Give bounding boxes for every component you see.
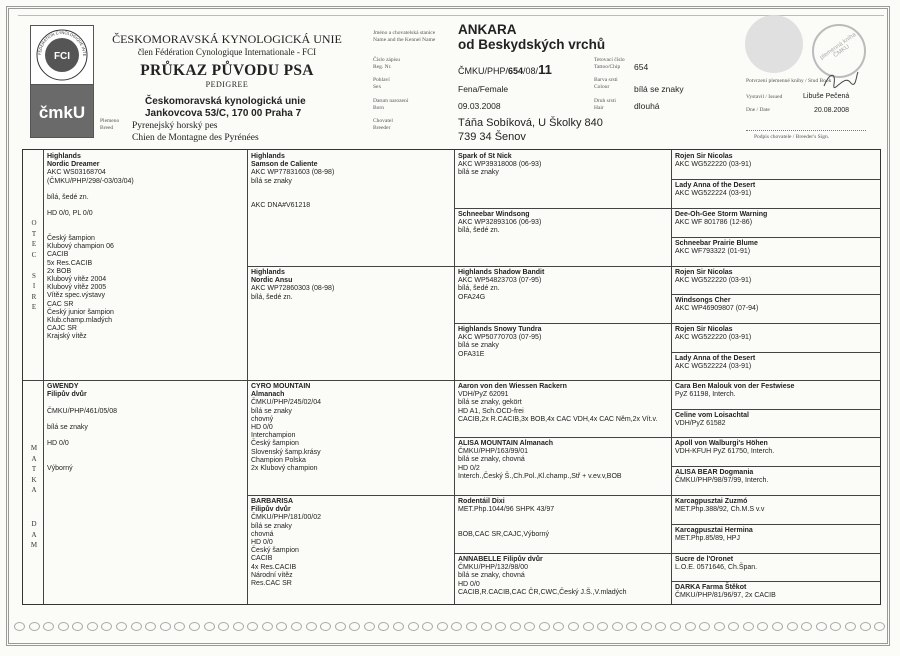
- footer-ornament: [247, 622, 258, 631]
- dog-detail-line: CACIB,2x R.CACIB,3x BOB,4x CAC VDH,4x CAC Něm,2x Vít.v.: [458, 415, 658, 423]
- pedigree-cell-dam-sire: [248, 381, 454, 495]
- footer-ornament: [510, 622, 521, 631]
- side-letter: S: [32, 271, 36, 280]
- hair-label: Druh srsti Hair: [594, 98, 616, 111]
- footer-ornament: [772, 622, 783, 631]
- sex-label: Pohlaví Sex: [373, 77, 390, 90]
- org-address-line1: Českomoravská kynologická unie: [145, 96, 306, 107]
- footer-ornament: [204, 622, 215, 631]
- pedigree-cell-g3-11: [672, 438, 880, 466]
- dog-name: ALISA BEAR Dogmania: [675, 469, 754, 476]
- footer-ornament: [787, 622, 798, 631]
- signature-line: [746, 130, 866, 131]
- footer-ornament: [597, 622, 608, 631]
- dog-detail-line: ČMKU/PHP/81/96/97, 2x CACIB: [675, 592, 776, 600]
- footer-ornament: [101, 622, 112, 631]
- footer-ornament: [743, 622, 754, 631]
- dog-name: Lady Anna of the Desert: [675, 355, 756, 362]
- footer-ornament: [495, 622, 506, 631]
- footer-ornament: [699, 622, 710, 631]
- footer-ornament: [14, 622, 25, 631]
- footer-ornament: [87, 622, 98, 631]
- dog-detail-line: Klubový champion 06: [47, 243, 114, 251]
- footer-ornament: [58, 622, 69, 631]
- pedigree-cell-g2-7: [455, 496, 671, 553]
- dog-detail-line: VDH/PyZ 62091: [458, 391, 509, 399]
- footer-ornament: [218, 622, 229, 631]
- dog-detail-line: ČMKU/PHP/181/00/02: [251, 514, 322, 522]
- dog-detail-line: bílá se znaky: [251, 407, 292, 415]
- footer-ornament: [655, 622, 666, 631]
- pedigree-cell-g3-3: [672, 209, 880, 237]
- footer-ornament: [757, 622, 768, 631]
- dob-label: Datum narození Born: [373, 98, 409, 111]
- breed-label: Plemeno Breed: [100, 118, 120, 131]
- footer-ornament: [422, 622, 433, 631]
- dog-detail-line: HD 0/0: [251, 539, 273, 547]
- footer-ornament: [685, 622, 696, 631]
- dog-detail-line: MET.Php.85/89, HPJ: [675, 535, 740, 543]
- side-letter: M: [30, 541, 38, 549]
- dog-detail-line: [47, 416, 244, 424]
- dog-name-line2: od Beskydských vrchů: [458, 37, 606, 52]
- footer-ornament: [189, 622, 200, 631]
- breeder-label: Chovatel Breeder: [373, 118, 393, 131]
- pedigree-cell-sire-sire: [248, 151, 454, 266]
- footer-ornament: [145, 622, 156, 631]
- dog-name-line2: Nordic Dreamer: [47, 161, 100, 169]
- dog-detail-line: [458, 514, 668, 522]
- dog-detail-line: MET.Php.1044/96 SHPK 43/97: [458, 506, 555, 514]
- pedigree-cell-g3-9: [672, 381, 880, 409]
- dog-detail-line: bílá, šedé zn.: [458, 285, 500, 293]
- dog-detail-line: [251, 186, 451, 194]
- footer-ornament: [670, 622, 681, 631]
- footer-ornament: [320, 622, 331, 631]
- dog-name: Apoll von Walburgi's Höhen: [675, 440, 768, 447]
- dog-detail-line: [47, 449, 244, 457]
- dog-name: DARKA Farma Štěkot: [675, 584, 747, 591]
- dog-name-line1: BARBARISA: [251, 498, 293, 505]
- sex-value: Fena/Female: [458, 84, 509, 94]
- chip-value: 654: [634, 62, 649, 72]
- reg-number-mid: /08/: [523, 66, 539, 76]
- dog-detail-line: 4x Res.CACIB: [251, 563, 297, 571]
- footer-ornament: [233, 622, 244, 631]
- dog-detail-line: ČMKU/PHP/245/02/04: [251, 399, 322, 407]
- dog-detail-line: [251, 194, 451, 202]
- dog-detail-line: BOB,CAC SR,CAJC,Výborný: [458, 530, 550, 538]
- dog-detail-line: bílá se znaky: [47, 424, 88, 432]
- dog-detail-line: Český šampion: [251, 440, 299, 448]
- side-letter: [24, 260, 44, 271]
- footer-ornament: [408, 622, 419, 631]
- dog-detail-line: Výborný: [47, 465, 73, 473]
- dog-name: Highlands Snowy Tundra: [458, 326, 542, 333]
- top-rule: [18, 15, 884, 16]
- dog-detail-line: bílá se znaky, gekört: [458, 399, 522, 407]
- dog-detail-line: Interchampion: [251, 432, 296, 440]
- dog-detail-line: chovný: [251, 415, 274, 423]
- org-name: ČESKOMORAVSKÁ KYNOLOGICKÁ UNIE: [112, 32, 342, 46]
- footer-ornament: [845, 622, 856, 631]
- footer-ornament: [437, 622, 448, 631]
- dog-detail-line: Klubový vítěz 2005: [47, 284, 107, 292]
- footer-ornament: [874, 622, 885, 631]
- dog-detail-line: AKC WP54823703 (07-95): [458, 277, 542, 285]
- side-letter: E: [31, 240, 37, 248]
- reg-number-suffix: 11: [538, 62, 552, 77]
- reg-number-prefix: ČMKU/PHP/: [458, 66, 509, 76]
- breed-fr: Chien de Montagne des Pyrénées: [132, 133, 259, 143]
- footer-ornament: [262, 622, 273, 631]
- doc-subtitle: PEDIGREE: [205, 80, 249, 89]
- pedigree-cell-g3-15: [672, 554, 880, 581]
- footer-ornament: [612, 622, 623, 631]
- side-letter: A: [31, 486, 37, 494]
- dog-detail-line: HD 0/0: [47, 440, 69, 448]
- dog-detail-line: Český šampion: [47, 235, 95, 243]
- dog-detail-line: [47, 457, 244, 465]
- side-letter: T: [31, 465, 37, 473]
- dog-detail-line: OFA24G: [458, 293, 486, 301]
- dog-detail-line: bílá se znaky, chovná: [458, 572, 525, 580]
- dog-name: Rojen Sir Nicolas: [675, 326, 733, 333]
- colour-value: bílá se znaky: [634, 84, 684, 94]
- stud-book-label: Potvrzení plemenné knihy / Stud Book: [746, 78, 832, 84]
- dog-detail-line: HD 0/0, PL 0/0: [47, 210, 93, 218]
- dog-detail-line: AKC WP39318008 (06-93): [458, 161, 542, 169]
- dog-name: Sucre de l'Oronet: [675, 556, 734, 563]
- dog-detail-line: AKC WP50770703 (07-95): [458, 334, 542, 342]
- dog-name: Karcagpusztai Hermina: [675, 527, 753, 534]
- dog-detail-line: AKC WG522224 (03-91): [675, 190, 752, 198]
- side-letter: K: [31, 475, 37, 484]
- side-letter: E: [31, 303, 37, 311]
- fci-logo-text: FCI: [53, 51, 71, 62]
- dog-name-line1: GWENDY: [47, 383, 79, 390]
- side-letter: O: [31, 219, 37, 227]
- dog-detail-line: Český šampion: [251, 547, 299, 555]
- dog-name-line2: Samson de Caliente: [251, 161, 318, 169]
- dog-detail-line: CAJC SR: [47, 325, 77, 333]
- pedigree-cell-g2-3: [455, 267, 671, 323]
- date-label: Dne / Date: [746, 107, 770, 113]
- dog-detail-line: Český junior šampion: [47, 308, 114, 316]
- dog-detail-line: AKC WS03168704: [47, 169, 106, 177]
- pedigree-cell-g3-5: [672, 267, 880, 294]
- doc-title: PRŮKAZ PŮVODU PSA: [140, 62, 314, 79]
- dog-detail-line: AKC WG522224 (03-91): [675, 363, 752, 371]
- dog-name-line1: CYRO MOUNTAIN: [251, 383, 311, 390]
- footer-ornament: [801, 622, 812, 631]
- footer-ornament: [335, 622, 346, 631]
- footer-ornament: [524, 622, 535, 631]
- dog-name: Cara Ben Malouk von der Festwiese: [675, 383, 795, 390]
- dog-name: Highlands Shadow Bandit: [458, 269, 545, 276]
- dog-detail-line: MET.Php.388/92, Ch.M.S v.v: [675, 506, 765, 514]
- dog-name: Schneebar Windsong: [458, 211, 530, 218]
- side-letter: M: [30, 444, 38, 452]
- dog-detail-line: [47, 227, 244, 235]
- reg-number-num: 654: [508, 66, 524, 76]
- dog-name-line2: Nordic Ansu: [251, 277, 293, 285]
- org-address-line2: Jankovcova 53/C, 170 00 Praha 7: [145, 108, 302, 119]
- dog-detail-line: ČMKU/PHP/163/99/01: [458, 448, 529, 456]
- dog-name-line1: Highlands: [47, 153, 81, 160]
- fci-ring-text: FEDERATION CYNOLOGIQUE INTE: [36, 29, 88, 57]
- dog-name: Windsongs Cher: [675, 297, 731, 304]
- cmku-logo: [31, 85, 93, 137]
- fci-logo: [31, 26, 93, 85]
- dog-name: Rojen Sir Nicolas: [675, 153, 733, 160]
- dog-name: Schneebar Prairie Blume: [675, 240, 758, 247]
- dog-detail-line: [47, 432, 244, 440]
- footer-ornament: [276, 622, 287, 631]
- side-letter: I: [32, 282, 36, 290]
- dog-detail-line: ČMKU/PHP/132/98/00: [458, 564, 529, 572]
- dog-name: ANNABELLE Filipův dvůr: [458, 556, 543, 563]
- dog-detail-line: AKC WG522220 (03-91): [675, 277, 752, 285]
- logo-box: [30, 25, 94, 138]
- dog-detail-line: AKC DNA#V61218: [251, 202, 311, 210]
- pedigree-cell-g2-8: [455, 554, 671, 604]
- dog-name: Rodentáil Dixi: [458, 498, 505, 505]
- pedigree-cell-g2-5: [455, 381, 671, 437]
- footer-ornament: [72, 622, 83, 631]
- pedigree-cell-g2-4: [455, 324, 671, 380]
- reg-label: Číslo zápisu Reg. Nr.: [373, 57, 401, 70]
- hair-value: dlouhá: [634, 101, 660, 111]
- footer-ornament: [568, 622, 579, 631]
- kennel-label: Jméno a chovatelská stanice Name and the Kennel Name: [373, 30, 436, 43]
- dog-detail-line: AKC WG522220 (03-91): [675, 161, 752, 169]
- dog-name: Dee-Oh-Gee Storm Warning: [675, 211, 768, 218]
- dog-detail-line: bílá se znaky: [458, 169, 499, 177]
- dog-detail-line: Res.CAC SR: [251, 580, 292, 588]
- pedigree-cell-dam-dam: [248, 496, 454, 604]
- dob-value: 09.03.2008: [458, 101, 501, 111]
- breeder-sign-label: Podpis chovatele / Breeder's Sign.: [754, 134, 830, 140]
- dog-detail-line: bílá, šedé zn.: [458, 227, 500, 235]
- pedigree-cell-g3-1: [672, 151, 880, 179]
- footer-ornament: [641, 622, 652, 631]
- footer-ornament: [174, 622, 185, 631]
- issue-date: 20.08.2008: [814, 107, 850, 114]
- dog-detail-line: bílá se znaky: [251, 522, 292, 530]
- dog-detail-line: bílá se znaky: [458, 342, 499, 350]
- footer-ornament: [291, 622, 302, 631]
- dog-detail-line: Krajský vítěz: [47, 333, 87, 341]
- side-label-dam-en: [24, 519, 44, 551]
- pedigree-cell-g2-6: [455, 438, 671, 495]
- dog-detail-line: Interch.,Český Š.,Ch.Pol.,Kl.champ.,Stř + v.ev.v,BOB: [458, 472, 622, 480]
- dog-detail-line: [47, 202, 244, 210]
- dog-detail-line: AKC WP32893106 (06-93): [458, 219, 542, 227]
- pedigree-cell-g3-16: [672, 582, 880, 604]
- dog-detail-line: L.O.E. 0571646, Ch.Špan.: [675, 564, 758, 572]
- footer-ornament: [43, 622, 54, 631]
- cmku-logo-text: čmkU: [38, 103, 86, 122]
- dog-detail-line: bílá se znaky: [251, 177, 292, 185]
- footer-ornament: [364, 622, 375, 631]
- dog-detail-line: [47, 219, 244, 227]
- dog-detail-line: chovná: [251, 530, 274, 538]
- round-stamp: [745, 15, 803, 73]
- pedigree-cell-sire: [44, 151, 247, 380]
- footer-ornament: [378, 622, 389, 631]
- dog-detail-line: AKC WF 801786 (12-86): [675, 219, 753, 227]
- dog-detail-line: CACIB,R.CACIB,CAC ČR,CWC,Český J.Š.,V.mladých: [458, 588, 627, 596]
- dog-detail-line: Klub.champ.mladých: [47, 317, 112, 325]
- breeder-line2: 739 34 Šenov: [458, 131, 526, 143]
- pedigree-cell-g3-14: [672, 525, 880, 553]
- dog-detail-line: bílá se znaky, chovná: [458, 456, 525, 464]
- pedigree-cell-g2-1: [455, 151, 671, 208]
- pedigree-cell-dam: [44, 381, 247, 604]
- decorative-footer: [14, 622, 886, 632]
- dog-detail-line: HD A1, Sch.OCD-frei: [458, 407, 524, 415]
- dog-detail-line: (ČMKU/PHP/298/-03/03/04): [47, 177, 134, 185]
- pedigree-cell-g3-6: [672, 295, 880, 323]
- pedigree-cell-g3-10: [672, 410, 880, 437]
- dog-detail-line: Vítěz spec.výstavy: [47, 292, 105, 300]
- dog-detail-line: ČMKU/PHP/98/97/99, Interch.: [675, 477, 769, 485]
- footer-ornament: [626, 622, 637, 631]
- pedigree-cell-g2-2: [455, 209, 671, 266]
- dog-name-line1: ANKARA: [458, 22, 517, 37]
- dog-detail-line: PyZ 61198, Interch.: [675, 391, 736, 399]
- dog-detail-line: bílá, šedé zn.: [47, 194, 89, 202]
- pedigree-cell-sire-dam: [248, 267, 454, 380]
- dog-detail-line: CACIB: [47, 251, 69, 259]
- dog-detail-line: [47, 186, 244, 194]
- dog-detail-line: ČMKU/PHP/461/05/08: [47, 407, 118, 415]
- side-letter: D: [31, 520, 37, 528]
- side-label-dam-cs: [24, 443, 44, 496]
- dog-name: Aaron von den Wiessen Rackern: [458, 383, 567, 390]
- dog-detail-line: [458, 523, 668, 531]
- dog-detail-line: AKC WF793322 (01-91): [675, 248, 751, 256]
- dog-detail-line: HD 0/0: [251, 424, 273, 432]
- dog-name-line2: Filipův dvůr: [251, 506, 291, 514]
- footer-ornament: [349, 622, 360, 631]
- dog-detail-line: CAC SR: [47, 300, 74, 308]
- dog-detail-line: Champion Polska: [251, 456, 306, 464]
- footer-ornament: [306, 622, 317, 631]
- dog-name: Rojen Sir Nicolas: [675, 269, 733, 276]
- footer-ornament: [860, 622, 871, 631]
- breeder-line1: Táňa Sobíková, U Školky 840: [458, 117, 603, 129]
- footer-ornament: [116, 622, 127, 631]
- dog-detail-line: AKC WP72860303 (08-98): [251, 285, 335, 293]
- dog-name: Karcagpusztai Zuzmó: [675, 498, 748, 505]
- dog-name-line2: Filipův dvůr: [47, 391, 87, 399]
- dog-detail-line: AKC WP46909807 (07-94): [675, 305, 759, 313]
- org-member: člen Fédération Cynologique Internationale - FCI: [137, 47, 317, 57]
- footer-ornament: [29, 622, 40, 631]
- breed-cs: Pyrenejský horský pes: [132, 121, 218, 131]
- dog-detail-line: Slovenský šamp.krásy: [251, 448, 321, 456]
- dog-detail-line: [47, 399, 244, 407]
- side-letter: R: [31, 292, 37, 301]
- dog-detail-line: 2x Klubový champion: [251, 465, 318, 473]
- footer-ornament: [714, 622, 725, 631]
- dog-detail-line: CACIB: [251, 555, 273, 563]
- dog-detail-line: 5x Res.CACIB: [47, 259, 93, 267]
- side-label-sire: [24, 218, 44, 313]
- dog-detail-line: AKC WP77831603 (08-98): [251, 169, 335, 177]
- footer-ornament: [816, 622, 827, 631]
- pedigree-cell-g3-7: [672, 324, 880, 352]
- side-letter: T: [31, 229, 37, 238]
- dog-detail-line: VDH/PyZ 61582: [675, 420, 726, 428]
- dog-detail-line: Klubový vítěz 2004: [47, 276, 107, 284]
- dog-name-line1: Highlands: [251, 269, 285, 276]
- issued-label: Vystavil / Issued: [746, 94, 783, 100]
- stamp-text: plemenná kniha ČMKU: [819, 31, 858, 62]
- dog-name: Lady Anna of the Desert: [675, 182, 756, 189]
- side-letter: A: [31, 530, 37, 539]
- pedigree-cell-g3-13: [672, 496, 880, 524]
- dog-name: ALISA MOUNTAIN Almanach: [458, 440, 554, 447]
- footer-ornament: [830, 622, 841, 631]
- dog-detail-line: Národní vítěz: [251, 571, 293, 579]
- footer-ornament: [131, 622, 142, 631]
- dog-detail-line: HD 0/0: [458, 580, 480, 588]
- dog-detail-line: VDH-KFUH PyZ 61750, Interch.: [675, 448, 775, 456]
- dog-name: Spark of St Nick: [458, 153, 512, 160]
- pedigree-cell-g3-4: [672, 238, 880, 266]
- footer-ornament: [393, 622, 404, 631]
- footer-ornament: [466, 622, 477, 631]
- footer-ornament: [481, 622, 492, 631]
- dog-name: Celine vom Loisachtal: [675, 412, 749, 419]
- chip-label: Tetovací číslo Tattoo/Chip: [594, 57, 625, 70]
- footer-ornament: [583, 622, 594, 631]
- issued-by: Libuše Pečená: [803, 93, 850, 100]
- footer-ornament: [451, 622, 462, 631]
- dog-detail-line: OFA31E: [458, 350, 485, 358]
- footer-ornament: [553, 622, 564, 631]
- dog-detail-line: 2x BOB: [47, 267, 72, 275]
- dog-detail-line: AKC WG522220 (03-91): [675, 334, 752, 342]
- pedigree-cell-g3-8: [672, 353, 880, 380]
- dog-detail-line: bílá, šedé zn.: [251, 293, 293, 301]
- dog-name-line1: Highlands: [251, 153, 285, 160]
- dog-detail-line: HD 0/2: [458, 464, 480, 472]
- colour-label: Barva srsti Colour: [594, 77, 618, 90]
- side-letter: A: [31, 454, 37, 463]
- pedigree-cell-g3-12: [672, 467, 880, 495]
- dog-name-line2: Almanach: [251, 391, 285, 399]
- pedigree-cell-g3-2: [672, 180, 880, 208]
- reg-number: [458, 62, 552, 77]
- footer-ornament: [539, 622, 550, 631]
- footer-ornament: [160, 622, 171, 631]
- side-letter: C: [31, 250, 37, 259]
- footer-ornament: [728, 622, 739, 631]
